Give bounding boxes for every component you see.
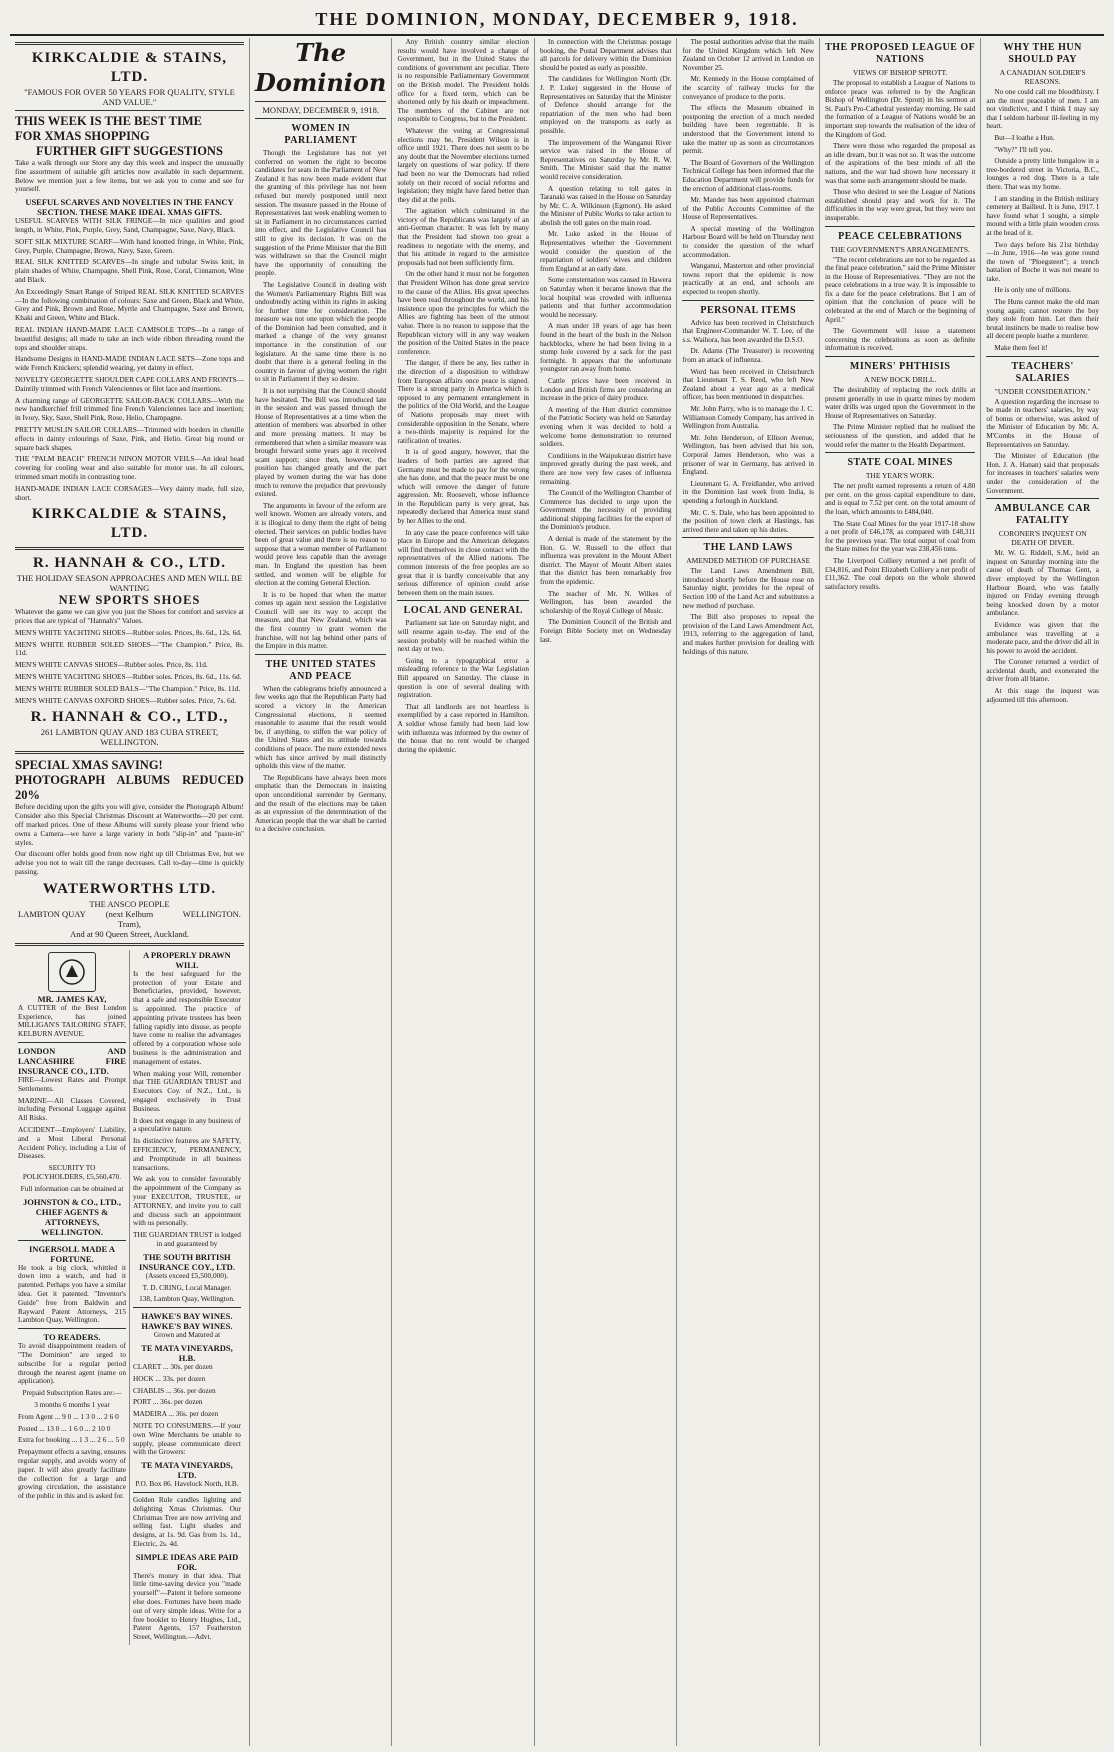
article-paragraph: Mr. Mander has been appointed chairman of the Public Accounts Committee of the House of Representatives. (682, 196, 814, 222)
article-paragraph: Any British country similar election results would have involved a change of Government, but in the United States the conditions of government are peculiar. There is no responsible Parliamentary Government on the British model. The President holds office for a fixed term, which can be shortened only by his death or impeachment. The members of the Cabinet are not responsible to Congress, but to the President. (397, 38, 529, 124)
article-paragraph: In any case the peace conference will take place in Europe and the American delegates will find themselves in close contact with the representatives of the Allied nations. The common interests of the free peoples are so great that it is hardly conceivable that any serious difference of opinion could arise between them on the main issues. (397, 528, 529, 597)
london-info: Full information can be obtained at (20, 1183, 124, 1193)
article-paragraph: It is not surprising that the Council should have hesitated. The Bill was introduced late in the session and was passed through the House of Representatives at a time when the attention of members was absorbed in other and more pressing matters. It may be remembered that when a similar measure was brought forward some years ago it received scant support; since then, however, the position has changed greatly and the part played by women during the war has done much to remove the prejudice that previously existed. (254, 387, 387, 499)
article-paragraph: The Dominion Council of the British and Foreign Bible Society met on Wednesday last. (539, 618, 672, 644)
article-paragraph: Mr. Kennedy in the House complained of the scarcity of railway trucks for the conveyance of produce to the ports. (682, 75, 814, 101)
kirkcaldie-section: USEFUL SCARVES AND NOVELTIES IN THE FANCY SECTION. THESE MAKE IDEAL XMAS GIFTS. (25, 197, 234, 218)
article-paragraph: The Board of Governors of the Wellington Technical College has been informed that the Education Department will provide funds for the erection of additional class-rooms. (682, 158, 814, 193)
article-paragraph: Outside a pretty little bungalow in a tree-bordered street in Victoria, B.C., lounges a red dog. There is a tale there. That was my home. (986, 157, 1099, 191)
article-paragraph: That all landlords are not heartless is exemplified by a case reported in Hamilton. A soldier whose family had been laid low with influenza was informed by the owner of the house that no rent would be charged during the epidemic. (397, 702, 529, 754)
readers-rates-head: 3 months 6 months 1 year (34, 1399, 110, 1409)
kirkcaldie-item: HAND-MADE INDIAN LACE CORSAGES—Very dainty made, full size, short. (15, 483, 244, 502)
readers-body: To avoid disappointment readers of "The Dominion" are urged to subscribe for a regular period through the nearest agent (name on application). (18, 1341, 126, 1386)
kirkcaldie-item: A charming range of GEORGETTE SAILOR-BACK COLLARS—With the new handkerchief frill trimmed fine French Valenciennes lace and insertion; in Ivory, Sky, Saxe, Shell Pink, Rose, Helio, Champagne. (15, 395, 244, 423)
article-paragraph: He is only one of millions. (994, 286, 1072, 295)
article-paragraph: The Bill also proposes to repeal the provision of the Land Laws Amendment Act, 1913, referring to the aggregation of land, and makes further provision for dealing with holdings of this nature. (682, 613, 814, 656)
tailor-emblem-icon (48, 952, 96, 992)
article-paragraph: Parliament sat late on Saturday night, and will resume again to-day. The end of the session probably will be reached within the next day or two. (397, 619, 529, 654)
article-paragraph: The desirability of replacing the rock drills at present generally in use in quartz mines by modern water drills was urged upon the Government in the House of Representatives on Saturday. (824, 386, 976, 420)
waterworths-head-2: PHOTOGRAPH ALBUMS REDUCED 20% (15, 773, 244, 803)
article-paragraph: The Council of the Wellington Chamber of Commerce has decided to urge upon the Government the necessity of providing additional shipping facilities for the export of the Dominion's produce. (539, 489, 672, 532)
small-ads-left (15, 950, 129, 1645)
article-paragraph: It is of good augury, however, that the leaders of both parties are agreed that Germany must be made to pay for the wrong she has done, and that the peace must be one which will remove the danger of future aggression. Mr. Roosevelt, whose influence in the Republican party is very great, has repeatedly declared that America must stand by her Allies to the end. (397, 448, 529, 526)
state-coal-heading: STATE COAL MINES (847, 457, 953, 469)
article-paragraph: Though the Legislature has not yet conferred on women the right to become candidates for seats in the Parliament of New Zealand it has now been made evident that the granting of this privilege has not been refused but merely postponed until next session. The measure passed in the House of Representatives last week enabling women to sit in Parliament in no circumstances carried into effect, and the Legislative Council has still to give its decision. It was on the suggestion of the Prime Minister that the Bill was withdrawn so that the Council might have the opportunity of consulting the people. (254, 149, 387, 278)
land-laws-subheading: AMENDED METHOD OF PURCHASE (686, 556, 811, 566)
ideas-body: Golden Rule candles lighting and delighting Xmas Christmas. Our Christmas Tree are now arriving and selling fast. Light shades and designs, at 1s. 9d. Gas from 1s. 1d., Electric, 2s. 4d. (132, 1494, 241, 1548)
readers-rate-row: Posted ... 13 0 ... 1 6 0 ... 2 10 0 (18, 1423, 111, 1433)
teachers-salaries-subheading: "UNDER CONSIDERATION." (994, 386, 1091, 396)
london-line: SECURITY TO POLICYHOLDERS, £5,560,470. (22, 1163, 122, 1181)
hannah-item: MEN'S WHITE YACHTING SHOES—Rubber soles. Prices, 8s. 6d., 11s. 6d. (15, 672, 242, 682)
kirkcaldie-item: REAL SILK KNITTED SCARVES—In single and tubular Swiss knit, in plain shades of White, Champagne, Shell Pink, Rose, Coral, Cinnamon, Wine and Black. (15, 257, 244, 284)
waterworths-address-2: And at 90 Queen Street, Auckland. (70, 928, 189, 939)
article-paragraph: But—I loathe a Hun. (994, 133, 1055, 142)
ideas-body-2: There's money in that idea. That little time-saving device you "made yourself"—Patent it before someone else does. Fortunes have been made out of very simple ideas. Write for a free booklet to Henry Hughes, Ltd., Patent Agents, 157 Featherston Street, Wellington.—Advt. (132, 1570, 241, 1642)
ingersoll-title: INGERSOLL MADE A FORTUNE. (29, 1243, 115, 1264)
kirkcaldie-item: USEFUL SCARVES WITH SILK FRINGE—In nice qualities and good length, in White, Pink, Purple, Grey, Sand, Champagne, Saxe, Navy, Black. (15, 216, 244, 234)
article-paragraph: Cattle prices have been received in London and British firms are considering an increase in the price of dairy produce. (539, 376, 672, 403)
wines-item: CHABLIS ... 36s. per dozen (132, 1385, 216, 1395)
kirkcaldie-headline-1: THIS WEEK IS THE BEST TIME (15, 114, 203, 128)
hannah-intro: THE HOLIDAY SEASON APPROACHES AND MEN WILL BE WANTING (16, 573, 243, 594)
article-paragraph: A meeting of the Hutt district committee of the Patriotic Society was held on Saturday evening when it was decided to hold a welcome home demonstration to returned soldiers. (539, 405, 672, 449)
guardian-body-3: It does not engage in any business of a speculative nature. (132, 1115, 241, 1134)
ambulance-subheading: CORONER'S INQUEST ON DEATH OF DIVER. (998, 529, 1087, 548)
kay-body: A CUTTER of the Best London Experience, has joined MILLIGAN'S TAILORING STAFF, KELBURN AVENUE. (18, 1002, 126, 1039)
land-laws-heading: THE LAND LAWS (703, 542, 793, 554)
article-paragraph: The candidates for Wellington North (Dr. J. P. Luke) suggested in the House of Representatives on Saturday that the Minister of Defence should arrange for the repatriation of the men who had been employed on the transports as early as possible. (539, 75, 672, 135)
wines-item: HOCK ... 33s. per dozen (132, 1373, 206, 1383)
ad-column (10, 38, 249, 1746)
guardian-name-2: THE SOUTH BRITISH INSURANCE COY., LTD. (138, 1251, 235, 1272)
readers-rate-row: From Agent ... 9 0 ... 1 3 0 ... 2 6 0 (18, 1411, 119, 1421)
small-ads (15, 950, 244, 1645)
article-paragraph: When the cablegrams briefly announced a few weeks ago that the Republican Party had scored a victory in the American Congressional elections, it seemed reasonable to assume that the result would be, if anything, to stiffen the war policy of the United States and its attitude towards conditions of peace. The more extended news which has since arrived by mail distinctly upholds this view of the matter. (254, 684, 387, 771)
peace-celebrations-subheading: THE GOVERNMENT'S ARRANGEMENTS. (830, 244, 970, 254)
article-paragraph: The improvement of the Wanganui River service was raised in the House of Representatives on Saturday by Mr. R. W. Smith. The Minister said that the matter would receive consideration. (539, 138, 672, 181)
kirkcaldie-item: Handsome Designs in HAND-MADE INDIAN LACE SETS—Zone tops and wide French Knickers; splendid wearing, yet dainty in effect. (15, 354, 244, 373)
readers-rates-title: Prepaid Subscription Rates are:— (22, 1388, 122, 1398)
ingersoll-body: He took a big clock, whittled it down into a watch, and had it patented. Perhaps you have a similar idea. Get it patented. "Inventor's Guide" free from Baldwin and Rayward Patent Attorneys, 215 Lambton Quay, Wellington. (18, 1262, 126, 1325)
hannah-item: MEN'S WHITE RUBBER SOLED SHOES—"The Champion." Price, 8s. 11d. (15, 639, 244, 658)
article-paragraph: The proposal to establish a League of Nations to enforce peace was referred to by the Anglican Bishop of Wellington (Dr. Sprott) in his sermon at St. Paul's Pro-Cathedral yesterday morning. He said the formation of a League of Nations would be an important step towards the realisation of the idea of the Kingdom of God. (824, 79, 976, 139)
article-paragraph: Mr. C. S. Dale, who has been appointed to the position of town clerk at Hastings, has arrived there and taken up his duties. (682, 508, 814, 534)
article-paragraph: The teacher of Mr. N. Wilkes of Wellington, has been awarded the scholarship of the Royal College of Music. (539, 589, 672, 615)
guardian-body-4: Its distinctive features are SAFETY, EFFICIENCY, PERMANENCY, and Promptitude in all business transactions. (132, 1136, 241, 1172)
article-paragraph: Word has been received in Christchurch that Lieutenant T. S. Reed, who left New Zealand about a year ago as a medical officer, has been mentioned in despatches. (682, 367, 814, 402)
guardian-body-2: When making your Will, remember that THE GUARDIAN TRUST and Executors Coy. of N.Z., Ltd., is engaged exclusively in Trust Business. (132, 1068, 241, 1113)
article-paragraph: Make them feel it! (994, 344, 1048, 353)
article-paragraph: The Coroner returned a verdict of accidental death, and exonerated the driver from all blame. (986, 658, 1099, 684)
news-column-7 (980, 38, 1104, 1746)
wines-item: CLARET ... 30s. per dozen (132, 1361, 213, 1371)
kirkcaldie-tagline: "FAMOUS FOR OVER 50 YEARS FOR QUALITY, STYLE AND VALUE." (24, 87, 235, 107)
hannah-body: Whatever the game we can give you just the Shoes for comfort and service at prices that are typical of "Hannah's" Values. (15, 607, 244, 626)
hannah-item: MEN'S WHITE YACHTING SHOES—Rubber soles. Prices, 8s. 6d., 12s. 6d. (15, 627, 242, 637)
article-paragraph: Conditions in the Waipukurau district have improved greatly during the past week, and there are now very few cases of influenza remaining. (539, 451, 672, 486)
readers-rate-row: Extra for booking ... 1 3 ... 2 6 ... 5 0 (18, 1435, 125, 1445)
ambulance-heading: AMBULANCE CAR FATALITY (994, 503, 1091, 527)
wines-name: TE MATA VINEYARDS, LTD. (141, 1460, 233, 1481)
peace-celebrations-heading: PEACE CELEBRATIONS (838, 230, 963, 242)
article-paragraph: Evidence was given that the ambulance was travelling at a moderate pace, and the driver did all in his power to avoid the accident. (986, 620, 1099, 655)
dateline: MONDAY, DECEMBER 9, 1918. (262, 105, 380, 115)
article-paragraph: A man under 18 years of age has been found in the heart of the bush in the Nelson backblocks, where he had been living in a stump hole covered by a sack for the past fortnight. It appears that the unfortunate youngster ran away from home. (539, 322, 672, 374)
waterworths-body-2: Our discount offer holds good from now right up till Christmas Eve, but we advise you not to wait till the range decreases. Call to-day—time is quickly passing. (15, 849, 244, 877)
news-column-4 (534, 38, 677, 1746)
article-paragraph: The Prime Minister replied that he realised the seriousness of the question, and added that he would refer the matter to the Health Department. (824, 423, 976, 449)
article-paragraph: Dr. Adams (The Treasurer) is recovering from an attack of influenza. (682, 347, 814, 364)
london-agent-2: CHIEF AGENTS & ATTORNEYS, WELLINGTON. (35, 1206, 109, 1237)
waterworths-addr-mid: (next Kelburn Tram), (105, 908, 154, 929)
columns (10, 38, 1104, 1746)
news-column-5 (676, 38, 819, 1746)
guardian-assets: (Assets exceed £5,500,000). (145, 1270, 229, 1280)
kirkcaldie-headline-2: FOR XMAS SHOPPING (15, 129, 150, 143)
kirkcaldie-intro: Take a walk through our Store any day this week and inspect the unusually fine assortment of suitable gift articles now available in each department. Below we mention just a few items, but we ask you to come and see for yourself. (15, 158, 244, 194)
small-ads-right (129, 950, 244, 1645)
article-paragraph: Advice has been received in Christchurch that Engineer-Commander W. T. Lee, of the s.s. Waihora, has been awarded the D.S.O. (682, 318, 814, 344)
article-paragraph: The Legislative Council in dealing with the Women's Parliamentary Rights Bill was undoubtedly acting within its rights in asking for further time for consideration. The measure was not one upon which the people of the Dominion had been consulted, and it marked a change of the very greatest importance in the constitution of our legislature. At the same time there is no doubt that there is a general feeling in the country in favour of giving women the right to sit in Parliament if they so desire. (254, 280, 387, 384)
wines-place: TE MATA VINEYARDS, H.B. (141, 1342, 233, 1363)
article-paragraph: Two days before his 21st birthday—in June, 1916—he was gone round the town of "Ploegsteert"; a trench battalion of Boche it was not meant to take. (986, 240, 1099, 283)
london-name: LONDON AND LANCASHIRE FIRE INSURANCE CO., LTD. (18, 1046, 126, 1077)
hun-pay-subheading: A CANADIAN SOLDIER'S REASONS. (999, 68, 1086, 86)
wines-note: NOTE TO CONSUMERS.—If your own Wine Merchants be unable to supply, please communicate direct with the Growers: (132, 1420, 241, 1457)
waterworths-name: WATERWORTHS LTD. (42, 880, 217, 897)
article-paragraph: Some consternation was caused in Hawera on Saturday when it became known that the local hospital was crowded with influenza patients and that further accommodation would be necessary. (539, 276, 672, 319)
london-line: ACCIDENT—Employers' Liability, and a Most Liberal Personal Accident Policy, including a List of Diseases. (18, 1125, 126, 1161)
paper-name: The Dominion (255, 38, 387, 97)
hannah-item: MEN'S WHITE CANVAS OXFORD SHOES—Rubber soles. Price, 7s. 6d. (15, 695, 237, 705)
kirkcaldie-name: KIRKCALDIE & STAINS, LTD. (31, 50, 228, 85)
article-paragraph: The Land Laws Amendment Bill, introduced shortly before the House rose on Saturday night, provides for the repeal of Section 100 of the Land Act and substitutes a new method of purchase. (682, 567, 814, 610)
article-paragraph: A question regarding the increase to be made in teachers' salaries, by way of bonus or otherwise, was asked of the Minister of Education by Mr. A. M'Combs in the House of Representatives on Saturday. (986, 397, 1099, 449)
article-paragraph: The agitation which culminated in the victory of the Republicans was largely of an anti-German character. It was felt by many that the President had shown too great a readiness to negotiate with the enemy, and that his attitude in regard to the armistice proposals had not been sufficiently firm. (397, 207, 529, 267)
hun-pay-heading: WHY THE HUN SHOULD PAY (1003, 42, 1082, 65)
kay-name: MR. JAMES KAY, (37, 993, 107, 1004)
kirkcaldie-headline-3: FURTHER GIFT SUGGESTIONS (36, 144, 223, 158)
london-line: MARINE—All Classes Covered, including Personal Luggage against All Risks. (18, 1095, 126, 1123)
article-paragraph: The Government will issue a statement concerning the celebrations as soon as definite information is received. (824, 327, 976, 353)
article-paragraph: "The recent celebrations are not to be regarded as the final peace celebration," said the Prime Minister in the House of Representatives. "They are not the peace celebrations in a true way. It is impossible to fix a date for the peace celebrations. But I am of opinion that the conclusion of peace will be celebrated at the end of March or the beginning of April." (824, 255, 976, 324)
news-column-3 (391, 38, 534, 1746)
article-paragraph: I am standing in the British military cemetery at Bailleul. It is June, 1917. I have found what I sought, a simple mound with a little plain wooden cross at the head of it. (986, 194, 1099, 237)
hannah-name: R. HANNAH & CO., LTD. (32, 555, 226, 572)
article-paragraph: A special meeting of the Wellington Harbour Board will be held on Thursday next to consider the question of the wharf accommodation. (682, 224, 814, 259)
london-agent: JOHNSTON & CO., LTD., (22, 1196, 121, 1207)
article-paragraph: Mr. John Parry, who is to manage the J. C. Williamson Comedy Company, has arrived in Wellington from Australia. (682, 404, 814, 431)
waterworths-address (15, 909, 244, 929)
article-paragraph: Mr. John Henderson, of Ellison Avenue, Wellington, has been advised that his son, Corporal James Henderson, who was a prisoner of war in Germany, has arrived in England. (682, 433, 814, 477)
article-paragraph: A denial is made of the statement by the Hon. G. W. Russell to the effect that influenza was prevalent in the Mount Albert district. The Mayor of Mount Albert states that the district has been remarkably free from the epidemic. (539, 535, 672, 587)
league-nations-subheading: VIEWS OF BISHOP SPROTT. (852, 68, 948, 77)
waterworths-body: Before deciding upon the gifts you will give, consider the Photograph Album! Consider also this Special Christmas Discount at Waterworths—20 per cent. off marked prices. One of these Albums will surely please your friend who owns a Camera—we have a large variety in both "slip-in" and "paste-in" styles. (15, 802, 244, 847)
kirkcaldie-item: PRETTY MUSLIN SAILOR COLLARS—Trimmed with borders in chenille effects in dainty colourings of Saxe, Pink, and Helio. Great big round or square back shapes. (15, 424, 244, 452)
personal-items-heading: PERSONAL ITEMS (700, 304, 797, 316)
article-paragraph: The Huns cannot make the old man young again; cannot restore the boy they stole from him. Let then their brutal instincts be made to realise how all decent people loathe a murderer. (986, 298, 1099, 341)
women-parliament-heading: WOMEN IN PARLIAMENT (284, 123, 357, 146)
article-paragraph: On the other hand it must not be forgotten that President Wilson has done great service to the cause of the Allies. His great speeches have been read throughout the world, and his insistence upon the principles for which the Allies are fighting has been of the utmost value. There is no reason to suppose that the Republican victory will in any way weaken the position of the United States in the peace conference. (397, 270, 529, 356)
editorial-column (249, 38, 392, 1746)
article-paragraph: In connection with the Christmas postage booking, the Postal Department advises that all parcels for delivery within the Dominion should be posted as early as possible. (539, 38, 672, 72)
article-paragraph: The effects the Museum obtained in postponing the erection of a much needed building have been regrettable. It is understood that the Government intend to take the matter up as soon as circumstances permit. (682, 104, 814, 156)
london-line: FIRE—Lowest Rates and Prompt Settlements. (18, 1075, 126, 1093)
kirkcaldie-item: An Exceedingly Smart Range of Striped REAL SILK KNITTED SCARVES—In the following combination of colours: Saxe and Green, Black and White, Grey and Pink, Brown and Rose, Myrtle and Champagne, Saxe and Brown, Khaki and Green, White and Black. (15, 286, 244, 323)
kirkcaldie-item: THE "PALM BEACH" FRENCH NINON MOTOR VEILS—An ideal head covering for cooling wear and also suitable for motor use. In all colours, trimmed smart motifs in contrasting tone. (15, 454, 244, 481)
waterworths-sub: THE ANSCO PEOPLE (89, 898, 170, 909)
ideas-title: SIMPLE IDEAS ARE PAID FOR. (135, 1551, 239, 1572)
article-paragraph: "Why?" I'll tell you. (994, 145, 1053, 154)
miners-phthisis-subheading: A NEW BOCK DRILL. (863, 375, 937, 385)
article-paragraph: Mr. W. G. Riddell, S.M., held an inquest on Saturday morning into the cause of death of Thomas Gent, a diver employed by the Wellington Harbour Board, who was fatally injured on Friday evening through being knocked down by a motor ambulance. (986, 549, 1099, 618)
kirkcaldie-item: NOVELTY GEORGETTE SHOULDER CAPE COLLARS AND FRONTS—Daintily trimmed with French Valenciennes or filet lace and insertions. (15, 374, 244, 393)
guardian-address: 138, Lambton Quay, Wellington. (139, 1294, 235, 1304)
article-paragraph: The Liverpool Colliery returned a net profit of £34,816, and Point Elizabeth Colliery a net profit of £11,362. The coal depots on the whole showed satisfactory results. (824, 556, 976, 591)
article-paragraph: Lieutenant G. A. Freidlander, who arrived in the Dominion last week from India, is spending a furlough in Auckland. (682, 479, 814, 505)
waterworths-addr-right: WELLINGTON. (182, 908, 241, 919)
guardian-manager: T. D. CRING, Local Manager. (142, 1282, 232, 1292)
hannah-item: MEN'S WHITE RUBBER SOLED BALS—"The Champion." Price, 8s. 11d. (15, 683, 241, 693)
wines-addr: P.O. Box 86. Havelock North, H.B. (135, 1479, 239, 1489)
article-paragraph: The Minister of Education (the Hon. J. A. Hanan) said that proposals for increases in teachers' salaries were under the consideration of the Government. (986, 452, 1099, 495)
masthead-title: THE DOMINION, MONDAY, DECEMBER 9, 1918. (315, 9, 799, 29)
article-paragraph: A question relating to toll gates in Taranaki was raised in the House on Saturday by Mr. C. A. Wilkinson (Egmont). He asked the Minister of Public Works to take action to abolish the toll gates on the main road. (539, 184, 672, 227)
article-paragraph: Going to a typographical error a misleading reference to the War Legislation Bill appeared on Saturday. The clause in question is one of several dealing with registration. (397, 656, 529, 700)
kirkcaldie-item: REAL INDIAN HAND-MADE LACE CAMISOLE TOPS—In a range of beautiful designs; all made to take an inch wide ribbon threading round the tops and shoulder straps. (15, 324, 244, 352)
article-paragraph: At this stage the inquest was adjourned till this afternoon. (986, 687, 1099, 704)
article-paragraph: Whatever the voting at Congressional elections may be, President Wilson is in office until 1921. There does not seem to be any doubt that the November elections turned largely on questions of war policy. If there had been no war the Democrats had relied solely on their record of social reforms and legislation; they might have fared better than they did at the polls. (397, 126, 529, 204)
wines-title: HAWKE'S BAY WINES. HAWKE'S BAY WINES. (141, 1311, 233, 1332)
wines-item: MADEIRA ... 36s. per dozen (132, 1409, 219, 1419)
article-paragraph: Wanganui, Masterton and other provincial towns report that the epidemic is now practically at an end, and schools are expected to reopen shortly. (682, 262, 814, 297)
masthead (10, 4, 1104, 36)
article-paragraph: There were those who regarded the proposal as an idle dream, but it was not so. It was the outcome of the aspirations of the best minds of all the nations, and the war had shown how necessary it was that some such arrangement should be made. (824, 142, 976, 185)
hannah-headline: NEW SPORTS SHOES (58, 593, 201, 608)
kirkcaldie-item: SOFT SILK MIXTURE SCARF—With hand knotted fringe, in White, Pink, Grey, Purple, Champagne, Brown, Navy, Saxe, Green. (15, 236, 244, 255)
miners-phthisis-heading: MINERS' PHTHISIS (849, 361, 951, 373)
wines-sub: Grown and Matured at (153, 1330, 221, 1340)
article-paragraph: Mr. Luke asked in the House of Representatives whether the Government would consider the question of the repatriation of soldiers' wives and children from England at an early date. (539, 230, 672, 273)
article-paragraph: The net profit earned represents a return of 4.80 per cent. on the gross capital expenditure to date, and is equal to 7.52 per cent. on the total amount of the loan, which amounts to £484,040. (824, 482, 976, 516)
article-paragraph: The arguments in favour of the reform are well known. Women are already voters, and it is illogical to deny them the right of being elected. Their services on public bodies have been of great value and there is no reason to suppose that a woman member of Parliament would prove less capable than the average man. In England the question has been settled, and women will be eligible for election at the coming General Election. (254, 501, 387, 588)
league-nations-heading: THE PROPOSED LEAGUE OF NATIONS (825, 42, 976, 65)
article-paragraph: Those who desired to see the League of Nations established should pray and work for it. The difficulties in the way were great, but they were not insuperable. (824, 188, 976, 222)
article-paragraph: The Republicans have always been more emphatic than the Democrats in insisting upon unconditional surrender by Germany, and the result of the elections may be taken as an expression of the determination of the American people that the war shall be carried to a decisive conclusion. (254, 773, 387, 834)
guardian-body-5: We ask you to consider favourably the appointment of the Company as your EXECUTOR, TRUSTEE, or ATTORNEY, and invite you to call and discuss such an appointment with us personally. (132, 1174, 241, 1228)
readers-footer: Prepayment effects a saving, ensures regular supply, and avoids worry of paper. It will also greatly facilitate the collection for a large and growing circulation, the assistance of the public in this and is asked for. (18, 1447, 126, 1501)
article-paragraph: The postal authorities advise that the mails for the United Kingdom which left New Zealand on October 12 arrived in London on November 25. (682, 38, 814, 72)
hannah-item: MEN'S WHITE CANVAS SHOES—Rubber soles. Price, 8s. 11d. (15, 660, 208, 670)
news-column-6 (819, 38, 980, 1746)
kirkcaldie-items (15, 217, 244, 502)
kirkcaldie-footer-name: KIRKCALDIE & STAINS, LTD. (31, 506, 228, 542)
readers-title: TO READERS. (43, 1332, 101, 1343)
article-paragraph: No one could call me bloodthirsty. I am the most peaceable of men. I am not vindictive, and I think I may say that I seldom harbour ill-feeling in my heart. (986, 88, 1099, 131)
article-paragraph: The State Coal Mines for the year 1917-18 show a net profit of £46,178, as compared with £48,311 for the previous year. The total output of coal from the State mines for the year was 238,456 tons. (824, 519, 976, 554)
guardian-body: Is the best safeguard for the protection of your Estate and Beneficiaries, provided, however, that a safe and responsible Executor is appointed. The practice of appointing private trustees has been falling rapidly into disuse, as people have come to realise the advantages offered by a corporation whose sole business is the administration and management of estates. (132, 968, 241, 1066)
guardian-name: THE GUARDIAN TRUST is lodged in and guaranteed by (132, 1230, 241, 1248)
article-paragraph: The danger, if there be any, lies rather in the direction of a disposition to withdraw from European affairs once peace is signed. There is a strong party in America which is opposed to any permanent entanglement in the politics of the Old World, and the League of Nations proposals may meet with considerable opposition in the Senate, where a two-thirds majority is required for the ratification of treaties. (397, 359, 529, 445)
waterworths-head-1: SPECIAL XMAS SAVING! (15, 758, 163, 773)
us-peace-heading: THE UNITED STATES AND PEACE (265, 658, 376, 682)
local-general-heading: LOCAL AND GENERAL (403, 605, 523, 617)
guardian-title: A PROPERLY DRAWN WILL (143, 949, 231, 970)
hannah-footer-name: R. HANNAH & CO., LTD., (30, 709, 229, 726)
waterworths-addr-left: LAMBTON QUAY (18, 908, 86, 919)
state-coal-subheading: THE YEAR'S WORK. (865, 471, 935, 481)
teachers-salaries-heading: TEACHERS' SALARIES (1011, 360, 1074, 384)
article-paragraph: It is to be hoped that when the matter comes up again next session the Legislative Council will see its way to accept the measure, and that New Zealand, which was the first country to grant women the franchise, will not lag behind other parts of the Empire in this matter. (254, 590, 387, 651)
hannah-address: 261 LAMBTON QUAY AND 183 CUBA STREET, WELLINGTON. (40, 727, 219, 748)
wines-item: PORT ... 36s. per dozen (132, 1397, 203, 1407)
